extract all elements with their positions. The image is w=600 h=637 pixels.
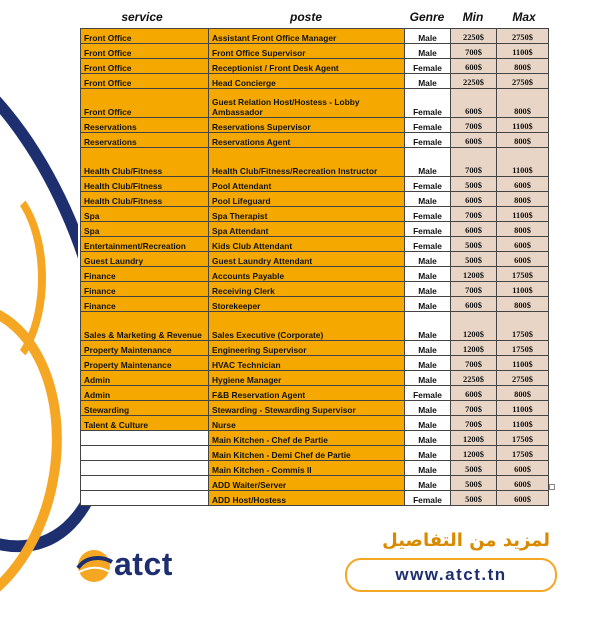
- poste-cell: Front Office Supervisor: [209, 44, 405, 59]
- min-salary-cell: 700$: [451, 416, 497, 431]
- genre-cell: Male: [405, 446, 451, 461]
- max-salary-cell: 1100$: [497, 356, 549, 371]
- service-cell: Stewarding: [81, 401, 209, 416]
- genre-cell: Male: [405, 192, 451, 207]
- max-salary-cell: 600$: [497, 177, 549, 192]
- genre-cell: Male: [405, 252, 451, 267]
- genre-cell: Male: [405, 29, 451, 44]
- min-salary-cell: 700$: [451, 401, 497, 416]
- service-cell: Sales & Marketing & Revenue: [81, 312, 209, 341]
- table-row: [81, 401, 549, 416]
- genre-cell: Male: [405, 148, 451, 177]
- poste-cell: Main Kitchen - Demi Chef de Partie: [209, 446, 405, 461]
- service-cell: Health Club/Fitness: [81, 177, 209, 192]
- table-row: [81, 431, 549, 446]
- min-salary-cell: 700$: [451, 118, 497, 133]
- max-salary-cell: 1750$: [497, 312, 549, 341]
- genre-cell: Female: [405, 237, 451, 252]
- table-row: [81, 118, 549, 133]
- header-min: Min: [462, 10, 484, 24]
- max-salary-cell: 800$: [497, 59, 549, 74]
- genre-cell: Female: [405, 222, 451, 237]
- table-row: [81, 207, 549, 222]
- min-salary-cell: 700$: [451, 44, 497, 59]
- service-cell: Finance: [81, 282, 209, 297]
- genre-cell: Male: [405, 371, 451, 386]
- min-salary-cell: 600$: [451, 192, 497, 207]
- table-row: [81, 44, 549, 59]
- max-salary-cell: 1100$: [497, 207, 549, 222]
- poste-cell: Spa Attendant: [209, 222, 405, 237]
- jobs-table: [80, 28, 549, 506]
- table-row: [81, 386, 549, 401]
- max-salary-cell: 1750$: [497, 431, 549, 446]
- max-salary-cell: 600$: [497, 491, 549, 506]
- max-salary-cell: 800$: [497, 89, 549, 118]
- service-cell: [81, 431, 209, 446]
- poste-cell: Assistant Front Office Manager: [209, 29, 405, 44]
- max-salary-cell: 1100$: [497, 282, 549, 297]
- table-row: [81, 29, 549, 44]
- genre-cell: Male: [405, 431, 451, 446]
- poste-cell: Main Kitchen - Chef de Partie: [209, 431, 405, 446]
- service-cell: Admin: [81, 371, 209, 386]
- table-row: [81, 74, 549, 89]
- poste-cell: Guest Laundry Attendant: [209, 252, 405, 267]
- max-salary-cell: 2750$: [497, 29, 549, 44]
- table-row: [81, 148, 549, 177]
- service-cell: Health Club/Fitness: [81, 192, 209, 207]
- service-cell: Front Office: [81, 74, 209, 89]
- table-row: [81, 446, 549, 461]
- max-salary-cell: 1100$: [497, 401, 549, 416]
- service-cell: Front Office: [81, 44, 209, 59]
- min-salary-cell: 1200$: [451, 341, 497, 356]
- table-row: [81, 237, 549, 252]
- genre-cell: Male: [405, 416, 451, 431]
- table-row: [81, 312, 549, 341]
- service-cell: [81, 446, 209, 461]
- table-row: [81, 371, 549, 386]
- poste-cell: Reservations Supervisor: [209, 118, 405, 133]
- genre-cell: Male: [405, 312, 451, 341]
- poste-cell: Guest Relation Host/Hostess - Lobby Ambassador: [209, 89, 405, 118]
- table-row: [81, 59, 549, 74]
- min-salary-cell: 600$: [451, 89, 497, 118]
- poste-cell: Reservations Agent: [209, 133, 405, 148]
- min-salary-cell: 500$: [451, 491, 497, 506]
- genre-cell: Female: [405, 59, 451, 74]
- genre-cell: Male: [405, 476, 451, 491]
- poste-cell: Pool Attendant: [209, 177, 405, 192]
- service-cell: Property Maintenance: [81, 356, 209, 371]
- table-row: [81, 491, 549, 506]
- max-salary-cell: 800$: [497, 133, 549, 148]
- service-cell: Front Office: [81, 89, 209, 118]
- poste-cell: Receptionist / Front Desk Agent: [209, 59, 405, 74]
- genre-cell: Female: [405, 177, 451, 192]
- min-salary-cell: 600$: [451, 59, 497, 74]
- max-salary-cell: 600$: [497, 461, 549, 476]
- genre-cell: Female: [405, 386, 451, 401]
- poste-cell: Storekeeper: [209, 297, 405, 312]
- min-salary-cell: 500$: [451, 177, 497, 192]
- genre-cell: Male: [405, 74, 451, 89]
- service-cell: Front Office: [81, 29, 209, 44]
- min-salary-cell: 2250$: [451, 29, 497, 44]
- service-cell: [81, 476, 209, 491]
- service-cell: Spa: [81, 222, 209, 237]
- max-salary-cell: 1750$: [497, 341, 549, 356]
- poste-cell: ADD Waiter/Server: [209, 476, 405, 491]
- max-salary-cell: 1750$: [497, 446, 549, 461]
- header-poste: poste: [289, 10, 322, 24]
- service-cell: Admin: [81, 386, 209, 401]
- min-salary-cell: 2250$: [451, 74, 497, 89]
- poste-cell: Engineering Supervisor: [209, 341, 405, 356]
- genre-cell: Male: [405, 461, 451, 476]
- table-row: [81, 267, 549, 282]
- genre-cell: Male: [405, 356, 451, 371]
- max-salary-cell: 2750$: [497, 74, 549, 89]
- table-row: [81, 416, 549, 431]
- min-salary-cell: 1200$: [451, 312, 497, 341]
- genre-cell: Male: [405, 341, 451, 356]
- min-salary-cell: 600$: [451, 386, 497, 401]
- max-salary-cell: 600$: [497, 237, 549, 252]
- poste-cell: Pool Lifeguard: [209, 192, 405, 207]
- poste-cell: Main Kitchen - Commis II: [209, 461, 405, 476]
- more-details-text: لمزيد من التفاصيل: [382, 530, 550, 551]
- max-salary-cell: 800$: [497, 192, 549, 207]
- min-salary-cell: 600$: [451, 297, 497, 312]
- max-salary-cell: 2750$: [497, 371, 549, 386]
- poste-cell: Head Concierge: [209, 74, 405, 89]
- genre-cell: Female: [405, 207, 451, 222]
- min-salary-cell: 600$: [451, 133, 497, 148]
- service-cell: Reservations: [81, 118, 209, 133]
- service-cell: Spa: [81, 207, 209, 222]
- service-cell: Front Office: [81, 59, 209, 74]
- max-salary-cell: 800$: [497, 222, 549, 237]
- genre-cell: Male: [405, 267, 451, 282]
- service-cell: [81, 461, 209, 476]
- poste-cell: HVAC Technician: [209, 356, 405, 371]
- max-salary-cell: 1100$: [497, 416, 549, 431]
- genre-cell: Male: [405, 44, 451, 59]
- table-row: [81, 282, 549, 297]
- poste-cell: Hygiene Manager: [209, 371, 405, 386]
- table-row: [81, 133, 549, 148]
- poste-cell: Kids Club Attendant: [209, 237, 405, 252]
- min-salary-cell: 500$: [451, 252, 497, 267]
- poste-cell: Receiving Clerk: [209, 282, 405, 297]
- table-row: [81, 476, 549, 491]
- genre-cell: Male: [405, 282, 451, 297]
- service-cell: Finance: [81, 297, 209, 312]
- genre-cell: Male: [405, 297, 451, 312]
- header-service: service: [121, 10, 163, 24]
- min-salary-cell: 1200$: [451, 446, 497, 461]
- poste-cell: Nurse: [209, 416, 405, 431]
- table-row: [81, 356, 549, 371]
- poste-cell: Accounts Payable: [209, 267, 405, 282]
- service-cell: Guest Laundry: [81, 252, 209, 267]
- table-row: [81, 222, 549, 237]
- table-row: [81, 192, 549, 207]
- genre-cell: Female: [405, 89, 451, 118]
- genre-cell: Male: [405, 401, 451, 416]
- min-salary-cell: 500$: [451, 237, 497, 252]
- poste-cell: Stewarding - Stewarding Supervisor: [209, 401, 405, 416]
- max-salary-cell: 1750$: [497, 267, 549, 282]
- min-salary-cell: 700$: [451, 282, 497, 297]
- header-max: Max: [512, 10, 536, 24]
- poste-cell: ADD Host/Hostess: [209, 491, 405, 506]
- min-salary-cell: 600$: [451, 222, 497, 237]
- service-cell: [81, 491, 209, 506]
- service-cell: Finance: [81, 267, 209, 282]
- poste-cell: Spa Therapist: [209, 207, 405, 222]
- table-row: [81, 297, 549, 312]
- header-genre: Genre: [409, 10, 445, 24]
- atct-logo: [74, 542, 204, 588]
- service-cell: Entertainment/Recreation: [81, 237, 209, 252]
- genre-cell: Female: [405, 133, 451, 148]
- max-salary-cell: 800$: [497, 386, 549, 401]
- min-salary-cell: 2250$: [451, 371, 497, 386]
- genre-cell: Female: [405, 491, 451, 506]
- cell-resize-handle: [549, 484, 555, 490]
- max-salary-cell: 1100$: [497, 148, 549, 177]
- service-cell: Talent & Culture: [81, 416, 209, 431]
- genre-cell: Female: [405, 118, 451, 133]
- max-salary-cell: 1100$: [497, 44, 549, 59]
- table-row: [81, 177, 549, 192]
- globe-icon: [74, 546, 114, 586]
- poste-cell: Sales Executive (Corporate): [209, 312, 405, 341]
- poste-cell: Health Club/Fitness/Recreation Instructor: [209, 148, 405, 177]
- min-salary-cell: 700$: [451, 356, 497, 371]
- logo-text: atct: [114, 546, 173, 582]
- min-salary-cell: 1200$: [451, 267, 497, 282]
- table-row: [81, 89, 549, 118]
- website-link[interactable]: www.atct.tn: [345, 558, 557, 592]
- table-row: [81, 461, 549, 476]
- service-cell: Health Club/Fitness: [81, 148, 209, 177]
- poste-cell: F&B Reservation Agent: [209, 386, 405, 401]
- max-salary-cell: 600$: [497, 252, 549, 267]
- min-salary-cell: 500$: [451, 476, 497, 491]
- max-salary-cell: 600$: [497, 476, 549, 491]
- min-salary-cell: 700$: [451, 207, 497, 222]
- table-row: [81, 252, 549, 267]
- service-cell: Property Maintenance: [81, 341, 209, 356]
- max-salary-cell: 1100$: [497, 118, 549, 133]
- min-salary-cell: 1200$: [451, 431, 497, 446]
- service-cell: Reservations: [81, 133, 209, 148]
- min-salary-cell: 500$: [451, 461, 497, 476]
- max-salary-cell: 800$: [497, 297, 549, 312]
- min-salary-cell: 700$: [451, 148, 497, 177]
- table-row: [81, 341, 549, 356]
- salary-spreadsheet: [78, 8, 552, 505]
